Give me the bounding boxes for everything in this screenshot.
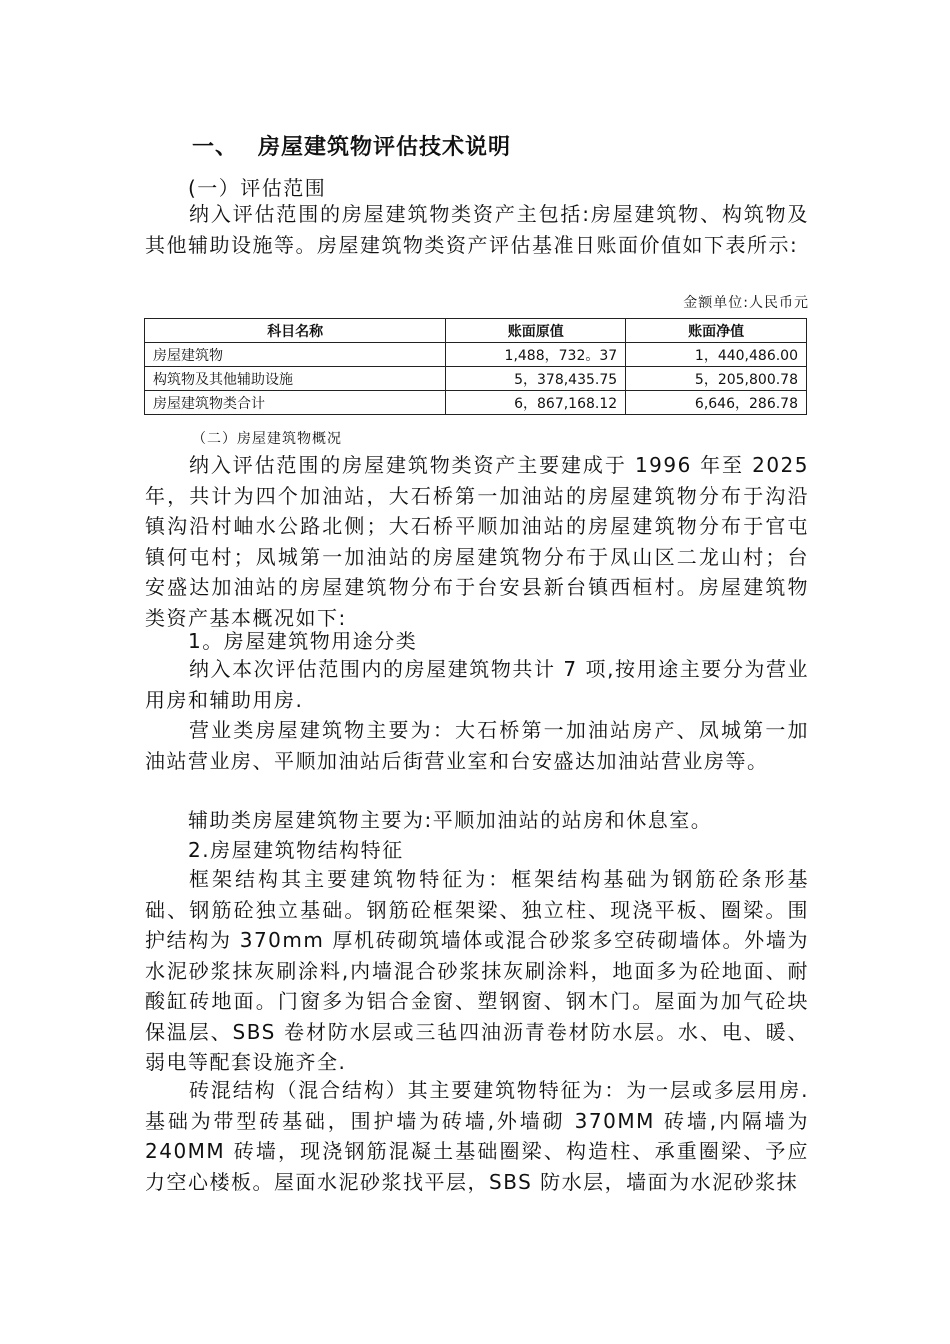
table-row — [145, 391, 807, 415]
subsection1-paragraph-1: 纳入本次评估范围内的房屋建筑物共计 7 项,按用途主要分为营业用房和辅助用房. — [145, 657, 809, 712]
table-cell: 5，205,800.78 — [626, 367, 807, 391]
table-cell: 房屋建筑物类合计 — [145, 391, 446, 415]
heading-title: 房屋建筑物评估技术说明 — [258, 135, 512, 160]
subsection2-title: 2.房屋建筑物结构特征 — [188, 838, 404, 862]
table-row — [145, 367, 807, 391]
section2-paragraph: 纳入评估范围的房屋建筑物类资产主要建成于 1996 年至 2025 年，共计为四个加油站，大石桥第一加油站的房屋建筑物分布于沟沿镇沟沿村岫水公路北侧；大石桥平顺加油站的房屋建筑物分布于官屯镇何屯村；凤城第一加油站的房屋建筑物分布于凤山区二龙山村；台安盛达加油站的房屋建筑物分布于台安县新台镇西桓村。房屋建筑物类资产基本概况如下: — [145, 453, 809, 630]
table-header-cell: 账面原值 — [446, 319, 626, 343]
table-header-cell: 账面净值 — [626, 319, 807, 343]
subsection1-paragraph-2: 营业类房屋建筑物主要为：大石桥第一加油站房产、凤城第一加油站营业房、平顺加油站后街营业室和台安盛达加油站营业房等。 — [145, 718, 809, 773]
table-row — [145, 343, 807, 367]
section2-title: （二）房屋建筑物概况 — [192, 431, 342, 447]
table-cell: 5，378,435.75 — [446, 367, 626, 391]
subsection1-paragraph-3: 辅助类房屋建筑物主要为:平顺加油站的站房和休息室。 — [188, 808, 713, 832]
section1-title: (一）评估范围 — [188, 176, 327, 200]
table-header-cell: 科目名称 — [145, 319, 446, 343]
table-cell: 房屋建筑物 — [145, 343, 446, 367]
table-cell: 6，867,168.12 — [446, 391, 626, 415]
section-heading — [192, 130, 511, 161]
table-cell: 1,488，732。37 — [446, 343, 626, 367]
table-cell: 1，440,486.00 — [626, 343, 807, 367]
subsection2-paragraph-1: 框架结构其主要建筑物特征为：框架结构基础为钢筋砼条形基础、钢筋砼独立基础。钢筋砼框架梁、独立柱、现浇平板、圈梁。围护结构为 370mm 厚机砖砌筑墙体或混合砂浆多空砖砌墙体。外墙为水泥砂浆抹灰刷涂料,内墙混合砂浆抹灰刷涂料，地面多为砼地面、耐酸缸砖地面。门窗多为铝合金窗、塑钢窗、钢木门。屋面为加气砼块保温层、SBS 卷材防水层或三毡四油沥青卷材防水层。水、电、暖、弱电等配套设施齐全. — [145, 867, 809, 1074]
subsection2-paragraph-2: 砖混结构（混合结构）其主要建筑物特征为：为一层或多层用房.基础为带型砖基础，围护墙为砖墙,外墙砌 370MM 砖墙,内隔墙为 240MM 砖墙，现浇钢筋混凝土基础圈梁、构造柱、承重圈梁、予应力空心楼板。屋面水泥砂浆找平层，SBS 防水层，墙面为水泥砂浆抹 — [145, 1078, 809, 1194]
table-header-row — [145, 319, 807, 343]
subsection1-title: 1。房屋建筑物用途分类 — [188, 629, 418, 653]
table-unit-label: 金额单位:人民币元 — [683, 295, 809, 311]
table-cell: 6,646，286.78 — [626, 391, 807, 415]
table-cell: 构筑物及其他辅助设施 — [145, 367, 446, 391]
heading-number: 一、 — [192, 135, 239, 160]
section1-paragraph: 纳入评估范围的房屋建筑物类资产主包括:房屋建筑物、构筑物及其他辅助设施等。房屋建筑物类资产评估基准日账面价值如下表所示: — [145, 202, 809, 257]
asset-value-table — [144, 318, 807, 415]
